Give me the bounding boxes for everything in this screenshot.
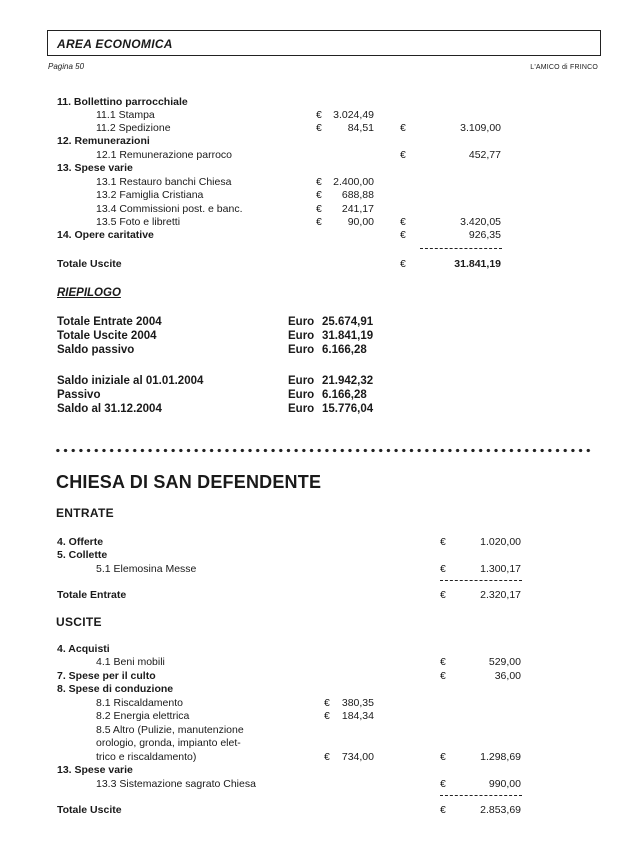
row-label: 11.1 Stampa bbox=[96, 109, 155, 121]
publication-name: L'AMICO di FRINCO bbox=[530, 64, 598, 71]
row-currency: € bbox=[400, 149, 406, 161]
row-label: 7. Spese per il culto bbox=[57, 670, 156, 682]
row-sub-currency: € bbox=[316, 189, 322, 201]
row-currency: € bbox=[440, 563, 446, 575]
row-currency: € bbox=[440, 536, 446, 548]
row-label: 13. Spese varie bbox=[57, 764, 133, 776]
row-amount: 926,35 bbox=[468, 229, 501, 241]
summary-amount: 31.841,19 bbox=[322, 330, 374, 342]
row-label: 4. Offerte bbox=[57, 536, 104, 548]
summary-amount: 25.674,91 bbox=[322, 316, 374, 328]
row-sub-amount: 90,00 bbox=[347, 216, 374, 228]
summary-label: Totale Uscite 2004 bbox=[57, 330, 157, 342]
summary-amount: 6.166,28 bbox=[322, 389, 367, 401]
summary-currency: Euro bbox=[288, 389, 315, 401]
summary-currency: Euro bbox=[288, 330, 315, 342]
row-sub-amount: 734,00 bbox=[341, 751, 374, 763]
row-label: 12.1 Remunerazione parroco bbox=[96, 149, 232, 161]
row-label: 4.1 Beni mobili bbox=[96, 656, 165, 668]
row-sub-currency: € bbox=[324, 751, 330, 763]
summary-currency: Euro bbox=[288, 316, 315, 328]
row-sub-amount: 241,17 bbox=[341, 203, 374, 215]
chiesa-title: CHIESA DI SAN DEFENDENTE bbox=[56, 472, 322, 492]
row-sub-amount: 84,51 bbox=[347, 122, 374, 134]
row-label: 5. Collette bbox=[57, 549, 108, 561]
row-currency: € bbox=[400, 216, 406, 228]
dotted-separator bbox=[54, 448, 594, 453]
summary-amount: 21.942,32 bbox=[322, 375, 374, 387]
total-amount: 2.853,69 bbox=[480, 804, 521, 816]
summary-label: Saldo passivo bbox=[57, 344, 135, 356]
row-currency: € bbox=[400, 229, 406, 241]
row-label: 13. Spese varie bbox=[57, 162, 133, 174]
row-label: 12. Remunerazioni bbox=[57, 135, 150, 147]
total-label: Totale Uscite bbox=[57, 258, 122, 270]
row-currency: € bbox=[400, 122, 406, 134]
row-sub-amount: 2.400,00 bbox=[333, 176, 374, 188]
row-sub-currency: € bbox=[324, 710, 330, 722]
total-currency: € bbox=[440, 589, 446, 601]
row-amount: 3.420,05 bbox=[460, 216, 501, 228]
summary-amount: 15.776,04 bbox=[322, 403, 374, 415]
row-sub-amount: 688,88 bbox=[341, 189, 374, 201]
total-amount: 2.320,17 bbox=[480, 589, 521, 601]
row-label: 8.5 Altro (Pulizie, manutenzione bbox=[96, 724, 244, 736]
row-amount: 3.109,00 bbox=[460, 122, 501, 134]
row-amount: 529,00 bbox=[488, 656, 521, 668]
riepilogo-title: RIEPILOGO bbox=[57, 287, 121, 299]
summary-label: Passivo bbox=[57, 389, 101, 401]
total-label: Totale Uscite bbox=[57, 804, 122, 816]
total-label: Totale Entrate bbox=[57, 589, 127, 601]
row-sub-amount: 380,35 bbox=[341, 697, 374, 709]
row-sub-currency: € bbox=[316, 176, 322, 188]
uscite-heading: USCITE bbox=[56, 615, 102, 629]
row-label: 5.1 Elemosina Messe bbox=[96, 563, 197, 575]
summary-currency: Euro bbox=[288, 375, 315, 387]
row-sub-currency: € bbox=[316, 122, 322, 134]
row-amount: 1.300,17 bbox=[480, 563, 521, 575]
row-label: 11.2 Spedizione bbox=[96, 122, 171, 134]
summary-label: Saldo al 31.12.2004 bbox=[57, 403, 162, 415]
row-label: 8.1 Riscaldamento bbox=[96, 697, 183, 709]
row-label: 13.4 Commissioni post. e banc. bbox=[96, 203, 243, 215]
row-label: 14. Opere caritative bbox=[57, 229, 154, 241]
row-label: orologio, gronda, impianto elet- bbox=[96, 737, 241, 749]
row-sub-amount: 3.024,49 bbox=[333, 109, 374, 121]
row-label: 11. Bollettino parrocchiale bbox=[57, 96, 188, 108]
row-sub-currency: € bbox=[316, 109, 322, 121]
sum-divider bbox=[440, 795, 522, 796]
row-amount: 1.020,00 bbox=[480, 536, 521, 548]
row-currency: € bbox=[440, 656, 446, 668]
row-currency: € bbox=[440, 751, 446, 763]
page-number: Pagina 50 bbox=[48, 62, 85, 71]
summary-label: Saldo iniziale al 01.01.2004 bbox=[57, 375, 204, 387]
section-title: AREA ECONOMICA bbox=[57, 37, 173, 51]
sum-divider bbox=[440, 580, 522, 581]
row-label: 13.5 Foto e libretti bbox=[96, 216, 181, 228]
summary-currency: Euro bbox=[288, 403, 315, 415]
row-label: 13.3 Sistemazione sagrato Chiesa bbox=[96, 778, 256, 790]
row-label: 8.2 Energia elettrica bbox=[96, 710, 190, 722]
total-currency: € bbox=[440, 804, 446, 816]
summary-label: Totale Entrate 2004 bbox=[57, 316, 162, 328]
sum-divider bbox=[420, 248, 502, 249]
row-label: 4. Acquisti bbox=[57, 643, 110, 655]
summary-amount: 6.166,28 bbox=[322, 344, 367, 356]
row-sub-currency: € bbox=[316, 216, 322, 228]
row-label: trico e riscaldamento) bbox=[96, 751, 197, 763]
row-label: 13.1 Restauro banchi Chiesa bbox=[96, 176, 232, 188]
row-sub-currency: € bbox=[316, 203, 322, 215]
row-label: 8. Spese di conduzione bbox=[57, 683, 174, 695]
row-sub-amount: 184,34 bbox=[341, 710, 374, 722]
row-label: 13.2 Famiglia Cristiana bbox=[96, 189, 204, 201]
entrate-heading: ENTRATE bbox=[56, 506, 114, 520]
summary-currency: Euro bbox=[288, 344, 315, 356]
row-amount: 990,00 bbox=[488, 778, 521, 790]
row-amount: 452,77 bbox=[468, 149, 501, 161]
total-amount: 31.841,19 bbox=[454, 258, 501, 270]
row-amount: 1.298,69 bbox=[480, 751, 521, 763]
total-currency: € bbox=[400, 258, 406, 270]
row-currency: € bbox=[440, 670, 446, 682]
section-header-box bbox=[47, 30, 601, 56]
row-amount: 36,00 bbox=[494, 670, 521, 682]
row-currency: € bbox=[440, 778, 446, 790]
row-sub-currency: € bbox=[324, 697, 330, 709]
